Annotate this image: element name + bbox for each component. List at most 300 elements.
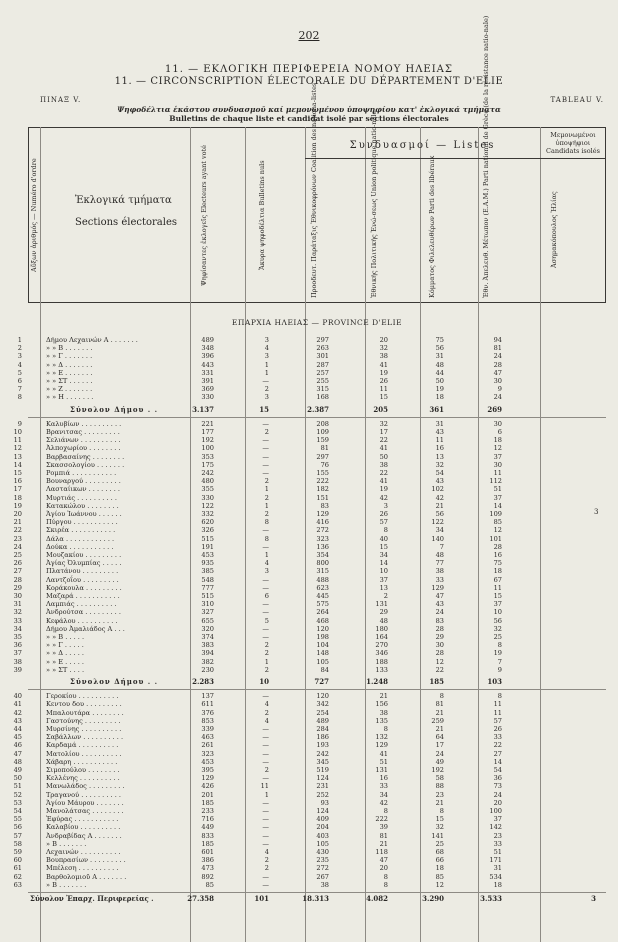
section-name: Βαρθολομιοῦ Α . . . . . . . <box>46 872 127 881</box>
cell: 315 <box>316 385 329 394</box>
cell: 20 <box>379 336 388 344</box>
title-greek: 11. — ΕΚΛΟΓΙΚΗ ΠΕΡΙΦΕΡΕΙΑ ΝΟΜΟΥ ΗΛΕΙΑΣ <box>165 64 453 75</box>
cell: 233 <box>201 807 214 815</box>
table-row <box>0 535 618 543</box>
row-rule <box>28 892 606 893</box>
table-row <box>0 420 618 428</box>
cell: 449 <box>201 823 214 832</box>
cell: 83 <box>435 616 444 625</box>
cell: 10 <box>379 567 388 576</box>
cell: 2 <box>264 766 269 774</box>
section-name: Δήμου Λεχαινών Α . . . . . . . <box>46 336 138 344</box>
cell: 104 <box>316 641 329 650</box>
cell: 32 <box>379 419 388 428</box>
cell: 30 <box>493 419 502 428</box>
table-row <box>0 361 618 369</box>
cell: 6 <box>497 428 502 436</box>
row-number: 59 <box>13 848 22 856</box>
cell: 75 <box>435 336 444 344</box>
cell: 4 <box>264 700 269 709</box>
row-number: 48 <box>13 757 22 766</box>
cell: 727 <box>314 677 329 686</box>
section-name: Κατακώλου . . . . . . . . <box>46 501 119 510</box>
cell: 15 <box>259 404 269 414</box>
cell: 2.283 <box>192 677 214 686</box>
cell: — <box>262 624 269 633</box>
cell: 222 <box>316 477 329 486</box>
side-mark: 3 <box>594 508 599 516</box>
cell: 175 <box>201 460 214 469</box>
cell: — <box>262 436 269 445</box>
cell: 222 <box>375 815 388 824</box>
cell: 41 <box>379 444 388 453</box>
cell: — <box>262 798 269 807</box>
cell: 3 <box>264 352 269 361</box>
table-row <box>0 864 618 872</box>
total-row <box>0 895 618 903</box>
cell: 118 <box>375 848 388 856</box>
cell: 24 <box>493 352 502 361</box>
cell: 102 <box>431 485 444 494</box>
cell: 41 <box>379 360 388 369</box>
cell: 287 <box>316 360 329 369</box>
cell: 40 <box>379 534 388 543</box>
cell: 267 <box>316 872 329 881</box>
cell: 272 <box>316 864 329 873</box>
table-row <box>0 881 618 889</box>
cell: 124 <box>316 807 329 815</box>
table-row <box>0 385 618 393</box>
table-row <box>0 633 618 641</box>
cell: 14 <box>493 501 502 510</box>
section-name: Πλατάνου . . . . . . . . . <box>46 567 119 576</box>
cell: 3.137 <box>192 404 214 414</box>
table-row <box>0 369 618 377</box>
row-number: 47 <box>13 749 22 758</box>
cell: 777 <box>201 583 214 592</box>
cell: 109 <box>489 510 502 518</box>
cell: 129 <box>431 583 444 592</box>
cell: 205 <box>373 404 388 414</box>
cell: 330 <box>201 493 214 502</box>
section-name: Καλυβίων . . . . . . . . . . <box>46 419 122 428</box>
cell: 348 <box>201 344 214 353</box>
header-list-1: Προοδευτ. Παράταξις Ἐθνικοφρόνων Coalition des nationa-listes <box>310 82 318 298</box>
row-number: 43 <box>13 716 22 725</box>
row-number: 19 <box>13 501 22 510</box>
cell: 463 <box>201 733 214 742</box>
cell: 18 <box>493 436 502 445</box>
cell: 853 <box>201 716 214 725</box>
cell: 37 <box>493 493 502 502</box>
section-name: » » ΣΤ . . . . <box>46 665 85 674</box>
section-name: » » Η . . . . . . . <box>46 393 94 402</box>
cell: 655 <box>201 616 214 625</box>
section-name: Δήμου Ἀμαλιάδος Α . . . <box>46 624 125 633</box>
section-name: » » Δ . . . . . . . <box>46 360 93 369</box>
cell: 1 <box>264 360 269 369</box>
cell: 331 <box>201 368 214 377</box>
table-row <box>0 799 618 807</box>
cell: 3 <box>264 336 269 344</box>
row-number: 9 <box>17 419 22 428</box>
cell: 7 <box>439 542 444 551</box>
cell: 51 <box>493 848 502 856</box>
row-number: 53 <box>13 798 22 807</box>
table-row <box>0 551 618 559</box>
section-name: Μπαλουτάρα . . . . . . . . <box>46 708 124 717</box>
cell: 26 <box>379 510 388 518</box>
cell: 105 <box>316 657 329 666</box>
cell: 28 <box>493 360 502 369</box>
row-number: 40 <box>13 692 22 701</box>
cell: 19 <box>435 385 444 394</box>
row-number: 17 <box>13 485 22 494</box>
cell: 12 <box>435 657 444 666</box>
cell: 109 <box>316 428 329 436</box>
cell: 15 <box>493 592 502 600</box>
cell: 2 <box>264 649 269 658</box>
cell: 13 <box>435 452 444 461</box>
row-number: 57 <box>13 831 22 840</box>
cell: 386 <box>201 856 214 865</box>
section-name: Καλαβίου . . . . . . . . . . <box>46 823 121 832</box>
cell: 345 <box>316 757 329 766</box>
section-name: Ἀνδραβίδας Α . . . . . . . <box>46 831 122 840</box>
cell: 263 <box>316 344 329 353</box>
cell: 30 <box>435 641 444 650</box>
cell: 21 <box>435 708 444 717</box>
cell: 21 <box>435 798 444 807</box>
section-name: » » Ζ . . . . . . . <box>46 385 93 394</box>
cell: 129 <box>201 774 214 783</box>
cell: 383 <box>201 641 214 650</box>
header-sections-greek: Ἐκλογικά τμήματα <box>75 195 172 206</box>
cell: 330 <box>201 393 214 402</box>
cell: 19 <box>379 485 388 494</box>
cell: 2 <box>264 477 269 486</box>
cell: 54 <box>493 766 502 774</box>
cell: 16 <box>379 774 388 783</box>
table-row <box>0 393 618 401</box>
section-name: Κεφάλου . . . . . . . . . . <box>46 616 118 625</box>
section-name: Λαντζοΐου . . . . . . . . . <box>46 575 119 584</box>
row-number: 30 <box>13 592 22 600</box>
cell: 38 <box>379 708 388 717</box>
cell: — <box>262 831 269 840</box>
section-name: » Β . . . . . . . <box>46 880 87 889</box>
cell: 20 <box>493 798 502 807</box>
cell: 382 <box>201 657 214 666</box>
cell: 50 <box>435 377 444 385</box>
cell: 185 <box>429 677 444 686</box>
cell: 81 <box>493 344 502 353</box>
row-number: 55 <box>13 815 22 824</box>
cell: 25 <box>435 839 444 848</box>
cell: 51 <box>379 757 388 766</box>
cell: 94 <box>493 336 502 344</box>
cell: 42 <box>379 493 388 502</box>
table-row <box>0 782 618 790</box>
cell: — <box>262 460 269 469</box>
row-number: 42 <box>13 708 22 717</box>
row-number: 41 <box>13 700 22 709</box>
cell: 8 <box>497 641 502 650</box>
cell: 22 <box>493 741 502 750</box>
cell: 2 <box>264 385 269 394</box>
cell: 142 <box>489 823 502 832</box>
cell: 15 <box>379 393 388 402</box>
cell: 34 <box>379 551 388 559</box>
row-number: 5 <box>17 368 22 377</box>
cell: 297 <box>316 336 329 344</box>
row-number: 24 <box>13 542 22 551</box>
table-row <box>0 725 618 733</box>
section-name: Τραγανού . . . . . . . . . . <box>46 790 122 799</box>
cell: 284 <box>316 725 329 733</box>
cell: 374 <box>201 633 214 641</box>
header-sections-french: Sections électorales <box>75 217 178 228</box>
cell: 83 <box>320 501 329 510</box>
cell: 177 <box>201 428 214 436</box>
row-number: 61 <box>13 864 22 873</box>
header-num: Αὔξων ἀριθμός — Numéro d'ordre <box>30 158 38 272</box>
row-number: 8 <box>17 393 22 402</box>
cell: 4.082 <box>366 894 388 903</box>
cell: 261 <box>201 741 214 750</box>
row-number: 7 <box>17 385 22 394</box>
cell: 4 <box>264 716 269 725</box>
subtotal-row <box>0 678 618 686</box>
page-number: 202 <box>298 29 320 42</box>
cell: 385 <box>201 567 214 576</box>
cell: 208 <box>316 419 329 428</box>
cell: 515 <box>201 534 214 543</box>
cell: 11 <box>493 708 502 717</box>
section-name: Ἀλποχωρίου . . . . . . . . <box>46 444 121 453</box>
cell: 30 <box>493 460 502 469</box>
cell: 43 <box>435 477 444 486</box>
table-row <box>0 807 618 815</box>
table-row <box>0 469 618 477</box>
cell: 519 <box>316 766 329 774</box>
group-rule <box>305 158 540 159</box>
cell: 339 <box>201 725 214 733</box>
cell: 8 <box>439 692 444 701</box>
section-name: Δάλα . . . . . . . . . . . . <box>46 534 115 543</box>
table-row <box>0 733 618 741</box>
cell: 131 <box>375 600 388 609</box>
cell: 22 <box>379 436 388 445</box>
row-number: 50 <box>13 774 22 783</box>
cell: — <box>262 608 269 617</box>
cell: 8 <box>264 534 269 543</box>
cell: 47 <box>379 856 388 865</box>
cell: 2 <box>264 708 269 717</box>
row-number: 60 <box>13 856 22 865</box>
cell: — <box>262 757 269 766</box>
cell: 37 <box>493 452 502 461</box>
cell: 3 <box>264 567 269 576</box>
cell: — <box>262 469 269 477</box>
cell: 445 <box>316 592 329 600</box>
table-row <box>0 485 618 493</box>
cell: 8 <box>383 807 388 815</box>
cell: 19 <box>493 649 502 658</box>
section-name: Σελιάνων . . . . . . . . . . <box>46 436 121 445</box>
table-row <box>0 461 618 469</box>
row-number: 34 <box>13 624 22 633</box>
cell: 355 <box>201 485 214 494</box>
row-number: 23 <box>13 534 22 543</box>
cell: — <box>262 839 269 848</box>
cell: 935 <box>201 559 214 568</box>
cell: 81 <box>435 700 444 709</box>
cell: 26 <box>379 377 388 385</box>
cell: 16 <box>435 444 444 453</box>
cell: 2 <box>264 641 269 650</box>
cell: 192 <box>201 436 214 445</box>
cell: 42 <box>379 798 388 807</box>
cell: 15 <box>379 542 388 551</box>
cell: 2 <box>264 665 269 674</box>
cell: 13 <box>379 583 388 592</box>
cell: 4 <box>264 559 269 568</box>
section-name: Χάβαρη . . . . . . . . . . . <box>46 757 118 766</box>
cell: — <box>262 823 269 832</box>
table-row <box>0 428 618 436</box>
cell: 230 <box>201 665 214 674</box>
row-number: 26 <box>13 559 22 568</box>
cell: 41 <box>379 477 388 486</box>
cell: — <box>262 377 269 385</box>
table-row <box>0 766 618 774</box>
row-number: 3 <box>17 352 22 361</box>
cell: 36 <box>493 774 502 783</box>
cell: 24 <box>435 749 444 758</box>
cell: 85 <box>205 880 214 889</box>
table-label-greek: ΠΙΝΑΞ V. <box>40 96 82 104</box>
cell: 4 <box>264 344 269 353</box>
cell: 136 <box>316 542 329 551</box>
header-lists-group: Συνδυασμοί — Listes <box>349 140 496 151</box>
cell: 1 <box>264 485 269 494</box>
cell: 204 <box>316 823 329 832</box>
cell: 48 <box>379 616 388 625</box>
cell: 188 <box>375 657 388 666</box>
cell: 257 <box>316 368 329 377</box>
table-row <box>0 502 618 510</box>
cell: 601 <box>201 848 214 856</box>
cell: 180 <box>375 624 388 633</box>
cell: 488 <box>316 575 329 584</box>
row-number: 32 <box>13 608 22 617</box>
row-number: 38 <box>13 657 22 666</box>
table-row <box>0 692 618 700</box>
cell: 33 <box>493 733 502 742</box>
header-list-3: Κόμματος Φιλελευθέρων Parti des libéraux <box>428 155 436 298</box>
cell: 85 <box>493 518 502 527</box>
section-name: Ἁγίου Ἰωάννου . . . . . . <box>46 510 122 518</box>
subtotal-label: Σύνολον Δήμου . . <box>70 404 159 414</box>
cell: 242 <box>316 749 329 758</box>
header-list-4: Ἐθν. Ἀπελευθ. Μέτωπον (Ε.Α.Μ.) Parti national de Grèce (de la résistance natio-nale) <box>482 15 490 298</box>
header-list-2: Ἐθνικής Πολιτικής Ἑνώ-σεως Union politique natio-nale <box>370 110 378 298</box>
cell: 33 <box>379 782 388 791</box>
cell: 100 <box>201 444 214 453</box>
table-row <box>0 576 618 584</box>
cell: 32 <box>493 624 502 633</box>
table-row <box>0 700 618 708</box>
section-name: Ἀνδρούτσα . . . . . . . . . <box>46 608 121 617</box>
cell: 403 <box>316 831 329 840</box>
cell: 24 <box>435 608 444 617</box>
cell: 269 <box>487 404 502 414</box>
section-name: Σκιρέα . . . . . . . . . . . <box>46 526 116 535</box>
section-name: Ἐφύρας . . . . . . . . . . . <box>46 815 119 824</box>
cell: 327 <box>201 608 214 617</box>
cell: — <box>262 419 269 428</box>
cell: 3.290 <box>422 894 444 903</box>
cell: 41 <box>379 749 388 758</box>
cell: 34 <box>435 526 444 535</box>
cell: 133 <box>375 665 388 674</box>
subtitle-french: Bulletins de chaque liste et candidat isolé par sections électorales <box>169 114 449 123</box>
cell: 159 <box>316 436 329 445</box>
cell: 3.533 <box>480 894 502 903</box>
cell: 534 <box>489 872 502 881</box>
cell: 3 <box>264 393 269 402</box>
table-row <box>0 617 618 625</box>
row-number: 1 <box>17 336 22 344</box>
row-number: 46 <box>13 741 22 750</box>
cell: 49 <box>435 757 444 766</box>
cell: 38 <box>379 460 388 469</box>
cell: 43 <box>435 428 444 436</box>
cell: — <box>262 741 269 750</box>
cell: 255 <box>316 377 329 385</box>
cell: 2 <box>264 510 269 518</box>
cell: 141 <box>431 831 444 840</box>
cell: — <box>262 452 269 461</box>
table-row <box>0 600 618 608</box>
cell: 833 <box>201 831 214 840</box>
cell: 140 <box>431 534 444 543</box>
row-number: 56 <box>13 823 22 832</box>
cell: 396 <box>201 352 214 361</box>
table-row <box>0 584 618 592</box>
row-number: 35 <box>13 633 22 641</box>
table-row <box>0 774 618 782</box>
table-row <box>0 840 618 848</box>
cell: 76 <box>320 460 329 469</box>
cell: 28 <box>493 542 502 551</box>
cell: 6 <box>264 592 269 600</box>
cell: 101 <box>489 534 502 543</box>
section-name: Δούκα . . . . . . . . . . . <box>46 542 114 551</box>
cell: 11 <box>493 469 502 477</box>
cell: 2 <box>264 428 269 436</box>
cell: 264 <box>316 608 329 617</box>
cell: 105 <box>316 839 329 848</box>
cell: 15 <box>435 815 444 824</box>
cell: 2 <box>264 864 269 873</box>
cell: — <box>262 583 269 592</box>
cell: 297 <box>316 452 329 461</box>
cell: 56 <box>435 510 444 518</box>
cell: 10 <box>259 677 269 686</box>
cell: 323 <box>201 749 214 758</box>
